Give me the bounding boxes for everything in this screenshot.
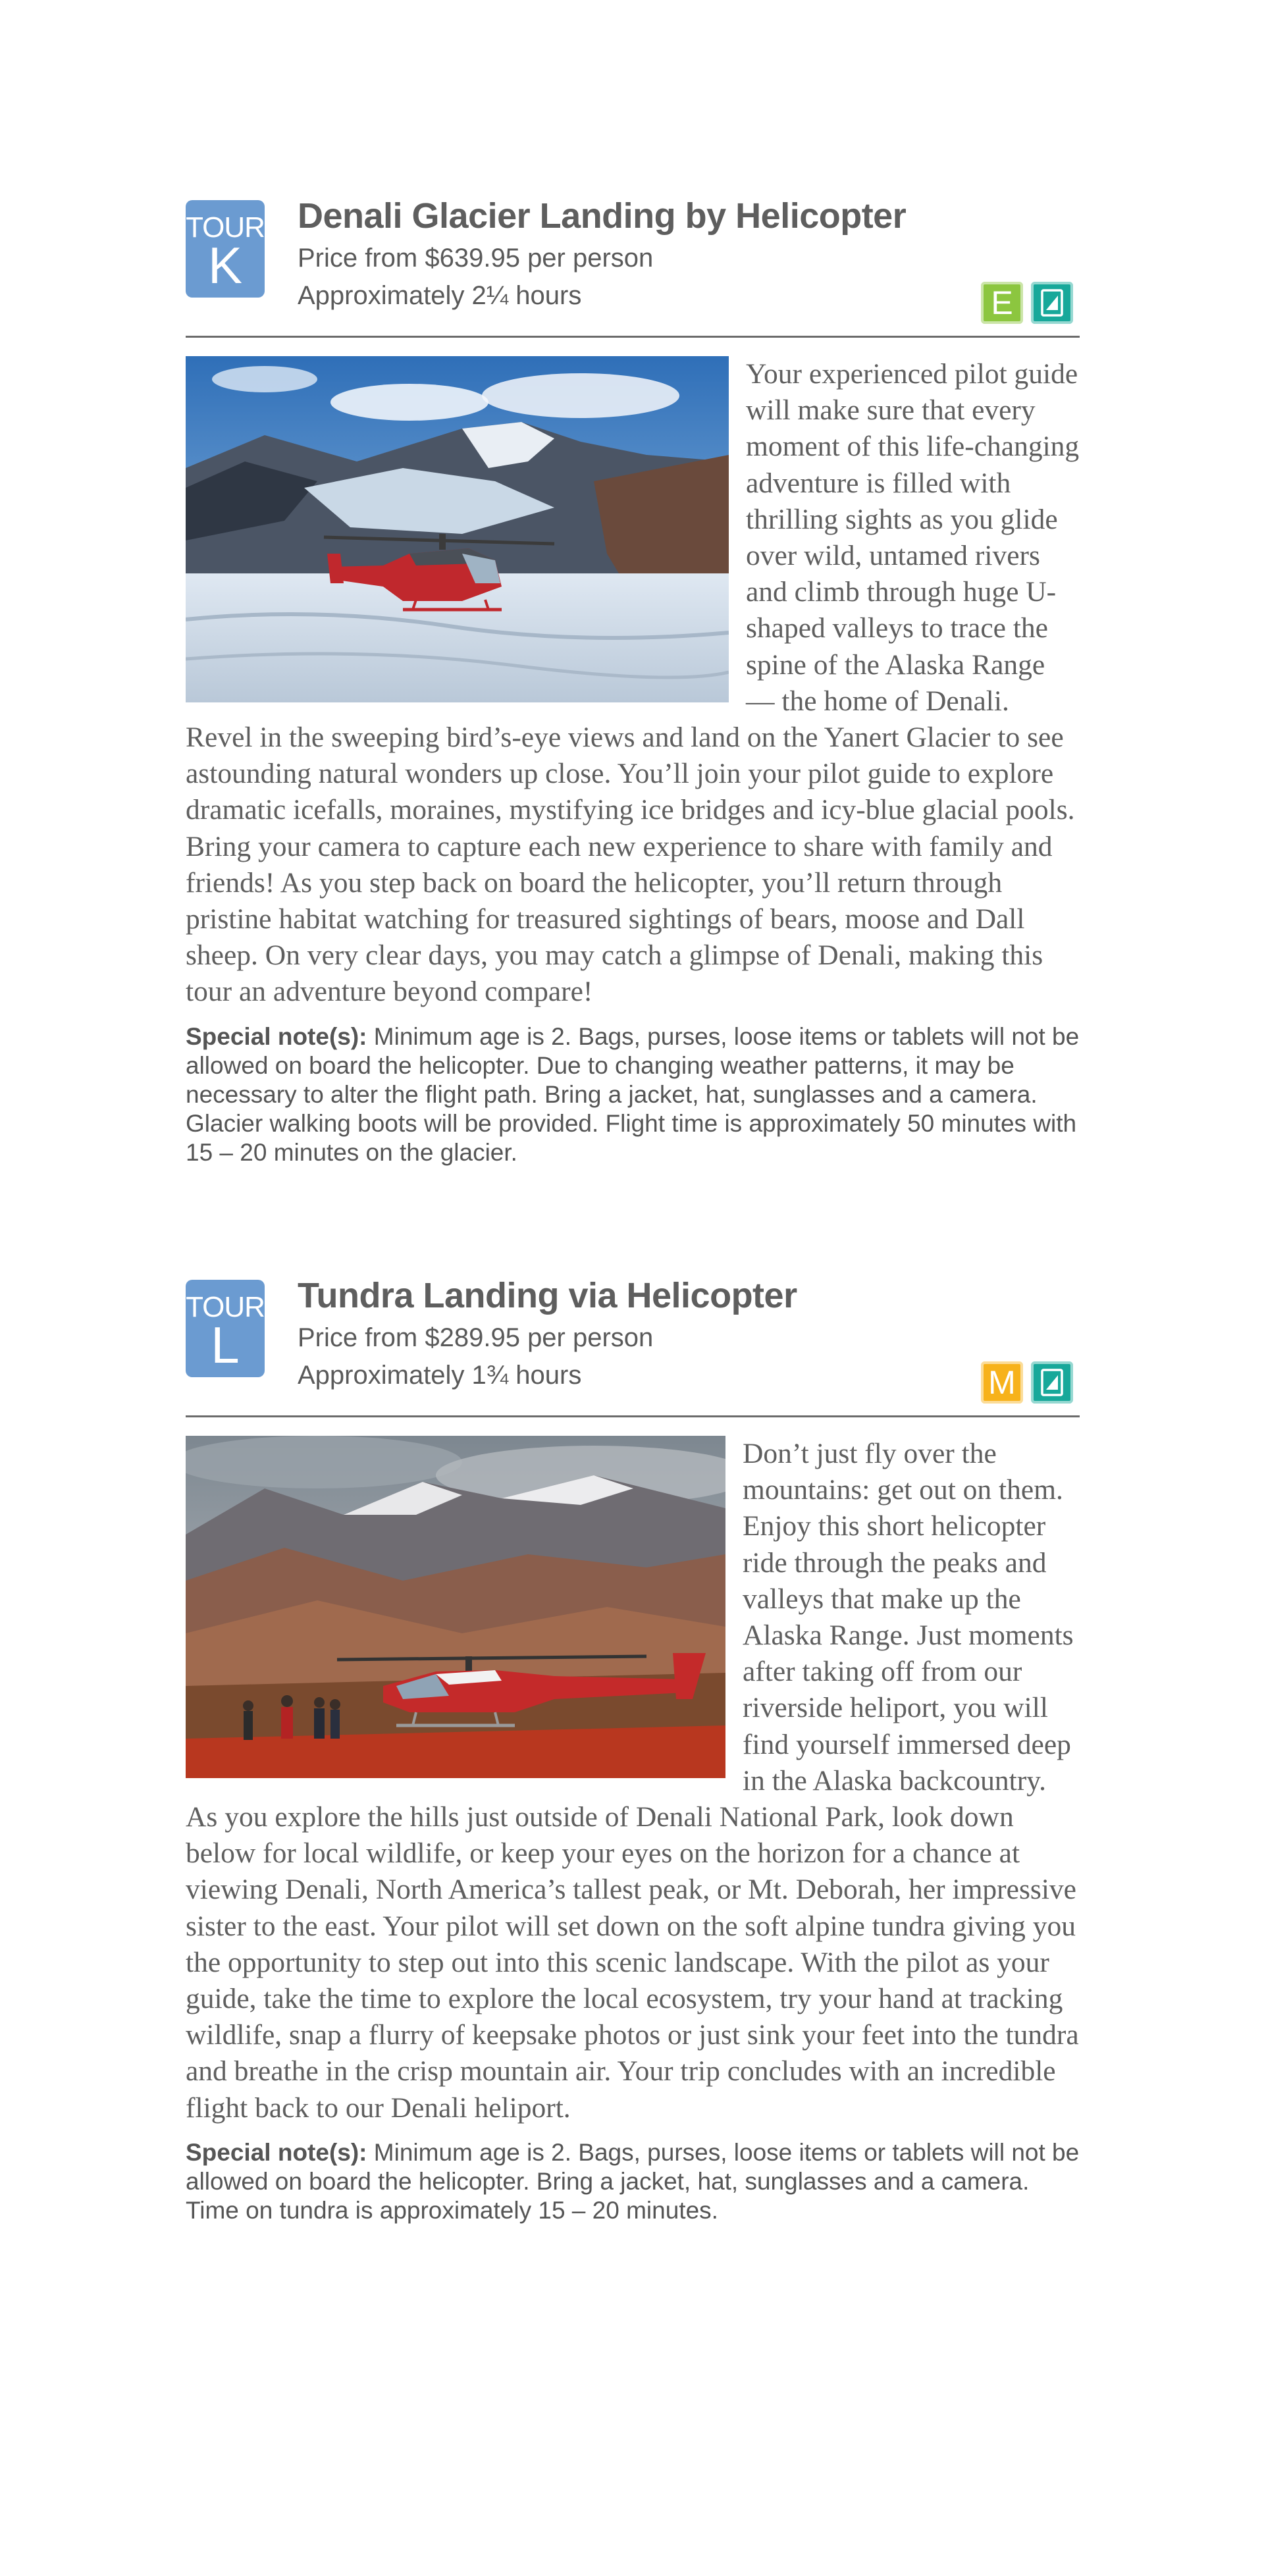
helicopter-glacier-photo xyxy=(186,356,729,702)
tour-badge-letter: L xyxy=(211,1316,240,1374)
tour-price: Price from $289.95 per person xyxy=(298,1323,654,1352)
special-notes-text: Minimum age is 2. Bags, purses, loose items or tablets will not be allowed on board the helicopter. Due to changing weather patterns, it may be necessary to alter the flight path. Bring a jacket, hat, sunglasses and a camera. Glacier walking boots will be provided. Flight time is approximately 50 minutes with 15 – 20 minutes on the glacier. xyxy=(186,1022,1080,1166)
tour-duration: Approximately 1¾ hours xyxy=(298,1361,582,1390)
tour-badge xyxy=(186,200,265,298)
tour-icons xyxy=(981,1361,1073,1404)
tour-badge-word: TOUR xyxy=(186,1291,265,1323)
tour-title: Denali Glacier Landing by Helicopter xyxy=(298,196,907,236)
tour-l-section xyxy=(186,1276,1080,2225)
activity-level-easy-icon: E xyxy=(981,282,1023,324)
tour-description: Your experienced pilot guide will make sure that every moment of this life-changing adventure is filled with thrilling sights as you glide over wild, untamed rivers and climb through huge U-shaped valleys to trace the spine of the Alaska Range — the home of Denali. Revel in the sweeping bird’s-eye views and land on the Yanert Glacier to see astounding natural wonders up close. You’ll join your pilot guide to explore dramatic icefalls, moraines, mystifying ice bridges and icy-blue glacial pools. Bring your camera to capture each new experience to share with family and friends! As you step back on board the helicopter, you’ll return through pristine habitat watching for treasured sightings of bears, moose and Dall sheep. On very clear days, you may catch a glimpse of Denali, making this tour an adventure beyond compare! xyxy=(186,358,1080,1008)
activity-level-moderate-icon: M xyxy=(981,1361,1023,1404)
tour-body xyxy=(186,356,1080,1167)
special-notes-label: Special note(s): xyxy=(186,2138,367,2166)
tour-badge-word: TOUR xyxy=(186,211,265,244)
special-notes xyxy=(186,1022,1080,1167)
tour-header xyxy=(186,1276,1080,1417)
tour-description: Don’t just fly over the mountains: get out on them. Enjoy this short helicopter ride through the peaks and valleys that make up the Alaska Range. Just moments after taking off from our riverside heliport, you will find yourself immersed deep in the Alaska backcountry. As you explore the hills just outside of Denali National Park, look down below for local wildlife, or keep your eyes on the horizon for a chance at viewing Denali, North America’s tallest peak, or Mt. Deborah, her impressive sister to the east. Your pilot will set down on the soft alpine tundra giving you the opportunity to step out into this scenic landscape. With the pilot as your guide, take the time to explore the local ecosystem, try your hand at tracking wildlife, snap a flurry of keepsake photos or just sink your feet into the tundra and breathe in the crisp mountain air. Your trip concludes with an incredible flight back to our Denali heliport. xyxy=(186,1438,1079,2124)
special-notes-label: Special note(s): xyxy=(186,1022,367,1050)
tablet-icon xyxy=(1031,282,1073,324)
special-notes xyxy=(186,2138,1080,2225)
tour-header xyxy=(186,196,1080,338)
tablet-icon xyxy=(1031,1361,1073,1404)
tour-title: Tundra Landing via Helicopter xyxy=(298,1276,797,1315)
tour-badge-letter: K xyxy=(207,236,243,294)
tour-title-block xyxy=(298,1276,797,1394)
tour-body xyxy=(186,1436,1080,2225)
tour-price: Price from $639.95 per person xyxy=(298,244,654,273)
special-notes-text: Minimum age is 2. Bags, purses, loose items or tablets will not be allowed on board the helicopter. Bring a jacket, hat, sunglasses and a camera. Time on tundra is approximately 15 – 20 minutes. xyxy=(186,2138,1080,2224)
helicopter-tundra-photo xyxy=(186,1436,725,1778)
tour-icons xyxy=(981,282,1073,324)
tour-k-section xyxy=(186,196,1080,1167)
tour-badge xyxy=(186,1280,265,1377)
tour-duration: Approximately 2¼ hours xyxy=(298,281,582,310)
tour-title-block xyxy=(298,196,906,315)
